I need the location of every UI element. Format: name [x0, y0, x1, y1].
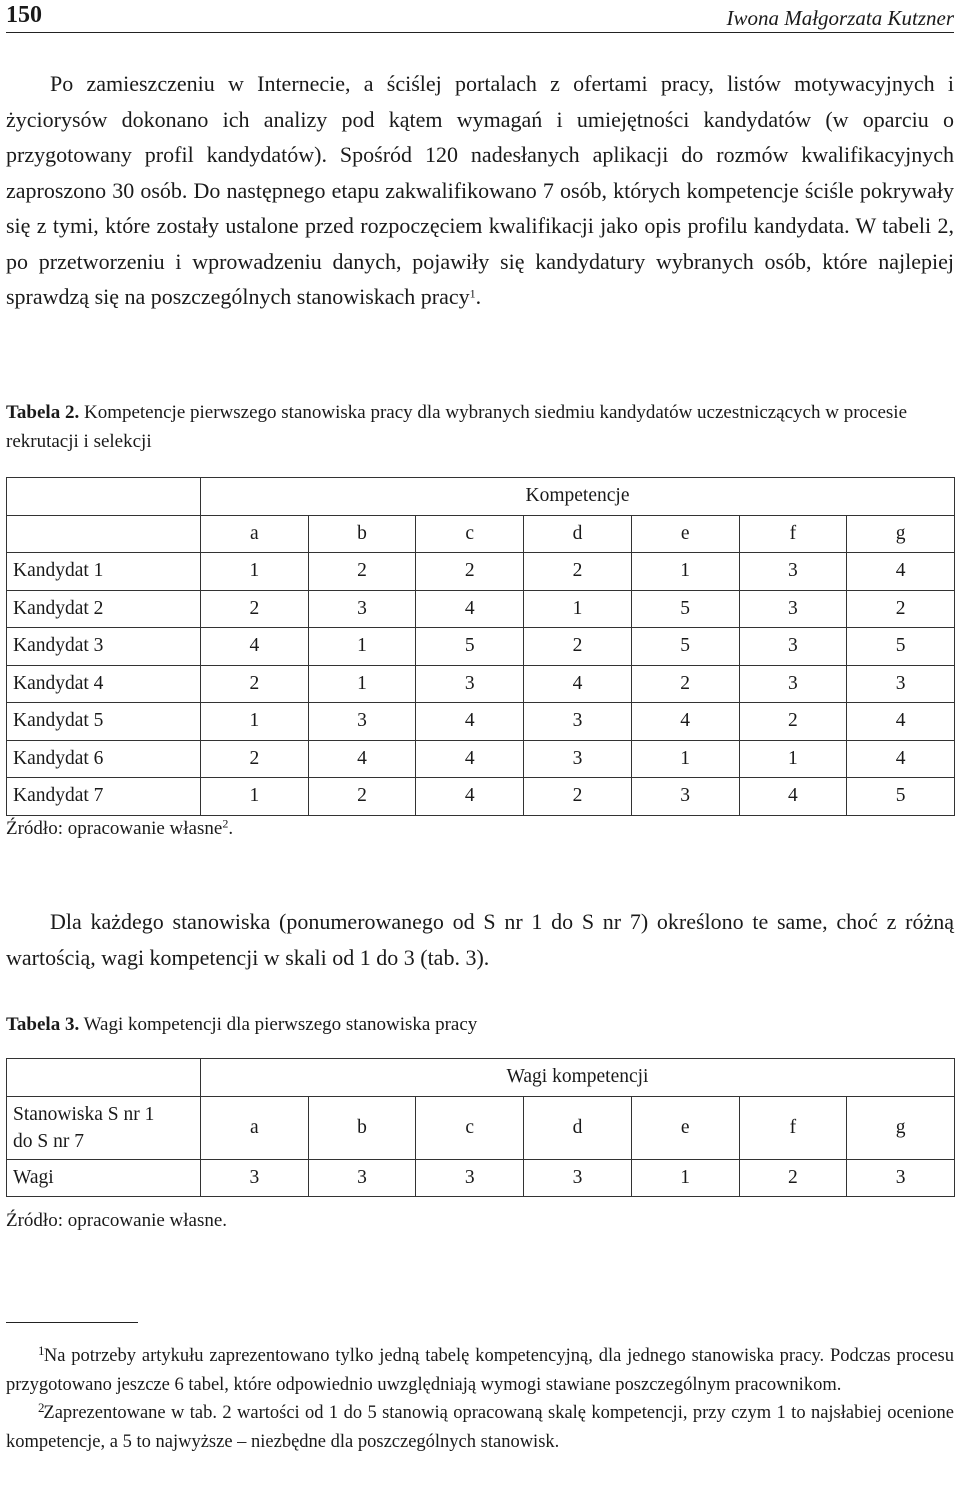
table-3-weight-cell: 3: [308, 1159, 416, 1197]
table-2-col-header: g: [847, 515, 955, 553]
footnote-divider: [6, 1322, 138, 1323]
table-2-col-header: c: [416, 515, 524, 553]
table-2-cell: 3: [739, 665, 847, 703]
table-2-row-label: Kandydat 3: [7, 628, 201, 666]
footnote-2-text: Zaprezentowane w tab. 2 wartości od 1 do 5 stanowią opracowaną skalę kompetencji, przy czym 1 to najsłabiej ocenione kompetencje, a 5 to najwyższe – niezbędne dla poszczególnych stanowisk.: [6, 1403, 955, 1452]
table-2-cell: 3: [739, 590, 847, 628]
table-2-cell: 4: [416, 590, 524, 628]
table-2-cell: 5: [631, 628, 739, 666]
table-2-cell: 2: [308, 553, 416, 591]
table-2-cell: 3: [524, 703, 632, 741]
table-3-corner-cell: [7, 1059, 201, 1097]
table-3-weight-cell: 3: [524, 1159, 632, 1197]
page-header: [6, 2, 954, 33]
table-2-cell: 2: [524, 553, 632, 591]
table-3-caption: [6, 1010, 954, 1039]
table-2-cell: 5: [416, 628, 524, 666]
table-2-cell: 4: [416, 740, 524, 778]
table-2: [6, 477, 955, 816]
table-2-cell: 5: [631, 590, 739, 628]
table-2-group-header: Kompetencje: [201, 478, 955, 516]
table-3-column-header-row: [7, 1096, 955, 1159]
table-2-cell: 4: [201, 628, 309, 666]
table-2-cell: 1: [631, 553, 739, 591]
table-2-col-header: b: [308, 515, 416, 553]
table-2-row: [7, 703, 955, 741]
footnote-1: 1 Na potrzeby artykułu zaprezentowano tylko jedną tabelę kompetencyjną, dla jednego stanowiska pracy. Podczas procesu przygotowano jeszcze 6 tabel, które odpowiednio uwzględniają wymogi stawiane poszczególnym pracownikom.: [6, 1342, 954, 1395]
table-2-corner-cell: [7, 478, 201, 516]
table-2-cell: 2: [631, 665, 739, 703]
table-2-cell: 1: [201, 703, 309, 741]
table-2-cell: 2: [524, 778, 632, 816]
table-3: [6, 1058, 955, 1197]
table-2-caption-text: Kompetencje pierwszego stanowiska pracy dla wybranych siedmiu kandydatów uczestniczących w procesie rekrutacji i selekcji: [6, 402, 907, 452]
table-2-row: [7, 628, 955, 666]
table-2-cell: 2: [524, 628, 632, 666]
paragraph-1-end: .: [475, 284, 482, 309]
table-2-row-label: Kandydat 6: [7, 740, 201, 778]
table-3-col-header: c: [416, 1096, 524, 1159]
table-2-cell: 2: [201, 665, 309, 703]
table-2-cell: 1: [308, 665, 416, 703]
table-3-col-header: e: [631, 1096, 739, 1159]
table-2-row: [7, 778, 955, 816]
table-2-cell: 5: [847, 778, 955, 816]
table-2-col-header: e: [631, 515, 739, 553]
paragraph-1-text: Po zamieszczeniu w Internecie, a ściślej portalach z ofertami pracy, listów motywacyjnych i życiorysów dokonano ich analizy pod kątem wymagań i umiejętności kandydatów (w oparciu o przygotowany profil kandydatów). Spośród 120 nadesłanych aplikacji do rozmów kwalifikacyjnych zaproszono 30 osób. Do następnego etapu zakwalifikowano 7 osób, których kompetencje ściśle pokrywały się z tymi, które zostały ustalone przed rozpoczęciem kwalifikacji jako opis profilu kandydata. W tabeli 2, po przetworzeniu i wprowadzeniu danych, pojawiły się kandydatury wybranych osób, które najlepiej sprawdzą się na poszczególnych stanowiskach pracy: [6, 71, 954, 309]
table-2-cell: 4: [739, 778, 847, 816]
table-2-row-label: Kandydat 7: [7, 778, 201, 816]
table-2-cell: 2: [201, 740, 309, 778]
table-2-source-end: .: [228, 818, 234, 839]
table-3-weight-cell: 3: [416, 1159, 524, 1197]
table-2-row-label: Kandydat 1: [7, 553, 201, 591]
table-3-col-header: f: [739, 1096, 847, 1159]
table-2-cell: 4: [847, 553, 955, 591]
table-3-weight-cell: 3: [201, 1159, 309, 1197]
table-2-row: [7, 740, 955, 778]
table-2-cell: 2: [739, 703, 847, 741]
table-3-caption-text: Wagi kompetencji dla pierwszego stanowiska pracy: [83, 1014, 478, 1035]
table-2-caption: [6, 398, 954, 456]
table-3-row-header-line-2: do S nr 7: [13, 1130, 84, 1152]
table-2-row: [7, 665, 955, 703]
table-2-cell: 3: [739, 553, 847, 591]
table-3-group-header: Wagi kompetencji: [201, 1059, 955, 1097]
table-2-cell: 3: [847, 665, 955, 703]
table-2-row-label: Kandydat 2: [7, 590, 201, 628]
paragraph-2-text: Dla każdego stanowiska (ponumerowanego od S nr 1 do S nr 7) określono te same, choć z różną wartością, wagi kompetencji w skali od 1 do 3 (tab. 3).: [6, 909, 954, 970]
table-3-col-header: d: [524, 1096, 632, 1159]
table-3-col-header: a: [201, 1096, 309, 1159]
table-2-label: Tabela 2.: [6, 402, 80, 423]
table-3-row-header-line-1: Stanowiska S nr 1: [13, 1103, 155, 1125]
table-2-cell: 4: [631, 703, 739, 741]
table-3-col-header: b: [308, 1096, 416, 1159]
table-2-cell: 5: [847, 628, 955, 666]
table-2-row: [7, 553, 955, 591]
table-2-cell: 1: [201, 553, 309, 591]
body-paragraph-1: [6, 66, 954, 315]
table-2-group-header-row: [7, 478, 955, 516]
footnotes: [6, 1342, 954, 1456]
table-3-col-header: g: [847, 1096, 955, 1159]
table-2-cell: 3: [739, 628, 847, 666]
table-2-cell: 4: [847, 703, 955, 741]
table-3-weight-cell: 3: [847, 1159, 955, 1197]
table-2-cell: 2: [416, 553, 524, 591]
table-3-source: Źródło: opracowanie własne.: [6, 1210, 228, 1231]
table-3-weight-cell: 2: [739, 1159, 847, 1197]
table-3-weights-label: Wagi: [7, 1159, 201, 1197]
table-2-source-text: Źródło: opracowanie własne: [6, 818, 223, 839]
table-2-cell: 3: [308, 703, 416, 741]
footnote-1-text: Na potrzeby artykułu zaprezentowano tylko jedną tabelę kompetencyjną, dla jednego stanowiska pracy. Podczas procesu przygotowano jeszcze 6 tabel, które odpowiednio uwzględniają wymogi stawiane poszczególnym pracownikom.: [6, 1346, 954, 1395]
table-2-empty-cell: [7, 515, 201, 553]
table-2-source: [6, 818, 233, 840]
table-2-row-label: Kandydat 5: [7, 703, 201, 741]
table-2-column-header-row: [7, 515, 955, 553]
table-2-cell: 4: [308, 740, 416, 778]
footnote-ref-2[interactable]: 2: [222, 816, 229, 831]
table-2-cell: 1: [739, 740, 847, 778]
footnote-2: 2 Zaprezentowane w tab. 2 wartości od 1 do 5 stanowią opracowaną skalę kompetencji, przy czym 1 to najsłabiej ocenione kompetencje, a 5 to najwyższe – niezbędne dla poszczególnych stanowisk.: [6, 1399, 955, 1452]
table-2-col-header: d: [524, 515, 632, 553]
table-2-row: [7, 590, 955, 628]
table-2-cell: 4: [847, 740, 955, 778]
table-2-cell: 2: [308, 778, 416, 816]
table-2-row-label: Kandydat 4: [7, 665, 201, 703]
running-head-author: Iwona Małgorzata Kutzner: [726, 6, 954, 30]
body-paragraph-2: [6, 904, 954, 975]
table-2-cell: 3: [308, 590, 416, 628]
table-2-cell: 4: [416, 778, 524, 816]
table-2-cell: 3: [416, 665, 524, 703]
table-2-cell: 3: [524, 740, 632, 778]
table-2-cell: 1: [524, 590, 632, 628]
footnote-ref-1[interactable]: 1: [469, 286, 476, 301]
table-3-label: Tabela 3.: [6, 1014, 80, 1035]
table-3-group-header-row: [7, 1059, 955, 1097]
table-2-cell: 2: [201, 590, 309, 628]
table-2-cell: 4: [416, 703, 524, 741]
table-2-cell: 3: [631, 778, 739, 816]
table-2-cell: 1: [308, 628, 416, 666]
table-2-cell: 2: [847, 590, 955, 628]
page-number: 150: [6, 2, 42, 28]
table-3-weight-cell: 1: [631, 1159, 739, 1197]
table-2-cell: 4: [524, 665, 632, 703]
table-2-col-header: a: [201, 515, 309, 553]
table-2-cell: 1: [631, 740, 739, 778]
table-3-row-header: [7, 1096, 201, 1159]
table-2-col-header: f: [739, 515, 847, 553]
table-2-cell: 1: [201, 778, 309, 816]
table-3-weights-row: [7, 1159, 955, 1197]
